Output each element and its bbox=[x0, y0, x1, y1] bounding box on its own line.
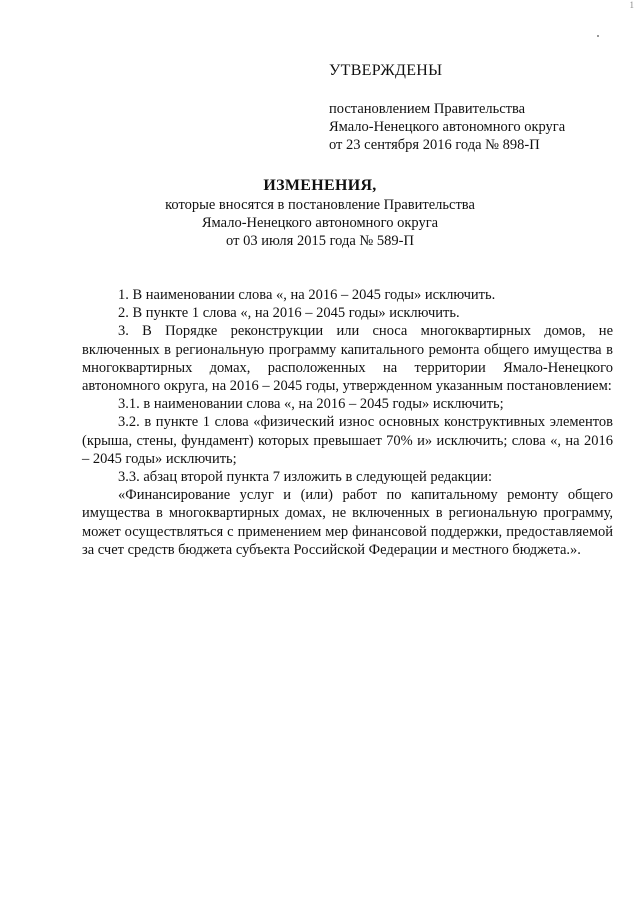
paragraph-3: 3. В Порядке реконструкции или сноса многоквартирных домов, не включенных в региональную программу капитального ремонта общего имущества в многоквартирных домах, расположенных на территории Ямало-Ненецкого автономного округа, на 2016 – 2045 годы, утвержденном указанным постановлением: bbox=[82, 323, 613, 395]
document-body bbox=[82, 286, 613, 559]
approval-line-1: постановлением Правительства bbox=[329, 101, 526, 117]
approval-line-3: от 23 сентября 2016 года № 898-П bbox=[329, 137, 540, 153]
approval-line-2: Ямало-Ненецкого автономного округа bbox=[329, 119, 566, 135]
subtitle-line-1: которые вносятся в постановление Правительства bbox=[165, 197, 475, 213]
paragraph-3-2: 3.2. в пункте 1 слова «физический износ основных конструктивных элементов (крыша, стены, фундамент) которых превышает 70% и» исключить; слова «, на 2016 – 2045 годы» исключить; bbox=[82, 414, 613, 467]
title-block bbox=[0, 176, 640, 250]
approval-heading: УТВЕРЖДЕНЫ bbox=[329, 62, 443, 79]
paragraph-2: 2. В пункте 1 слова «, на 2016 – 2045 годы» исключить. bbox=[118, 305, 460, 322]
corner-mark: 1 bbox=[629, 0, 634, 10]
approval-block bbox=[329, 62, 629, 154]
paragraph-3-3: 3.3. абзац второй пункта 7 изложить в следующей редакции: bbox=[118, 469, 493, 486]
paragraph-1: 1. В наименовании слова «, на 2016 – 2045 годы» исключить. bbox=[118, 287, 496, 303]
quoted-paragraph: «Финансирование услуг и (или) работ по капитальному ремонту общего имущества в многоквартирных домах, не включенных в региональную программу, может осуществляться с применением мер финансовой поддержки, предоставляемой за счет средств бюджета субъекта Российской Федерации и местного бюджета.». bbox=[82, 487, 613, 558]
paragraph-3-1: 3.1. в наименовании слова «, на 2016 – 2045 годы» исключить; bbox=[118, 396, 504, 413]
document-title: ИЗМЕНЕНИЯ, bbox=[263, 177, 377, 194]
subtitle-line-2: Ямало-Ненецкого автономного округа bbox=[201, 215, 439, 231]
scan-speck bbox=[597, 35, 599, 37]
subtitle-line-3: от 03 июля 2015 года № 589-П bbox=[226, 233, 414, 249]
